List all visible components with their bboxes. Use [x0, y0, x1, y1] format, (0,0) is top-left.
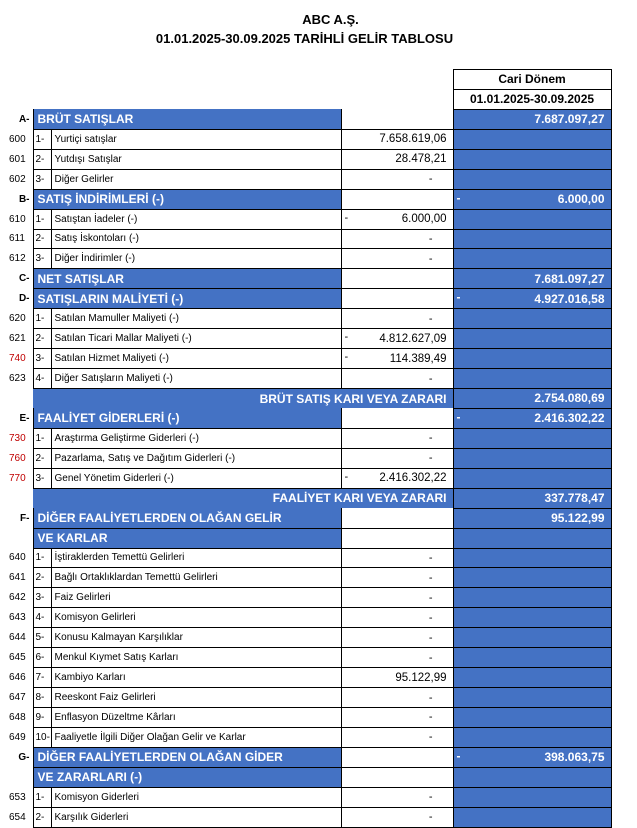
minus-sign: - [456, 409, 461, 424]
account-code: 612 [9, 253, 26, 265]
item-total-empty [453, 648, 611, 668]
account-code: 641 [9, 572, 26, 584]
item-number: 4- [33, 369, 51, 389]
section-letter: B- [18, 193, 30, 205]
statement-row [0, 428, 611, 448]
section-value: 398.063,75 [544, 750, 605, 765]
section-title: VE KARLAR [33, 528, 341, 548]
item-number: 2- [33, 568, 51, 588]
minus-sign: - [344, 211, 349, 224]
item-value-cell [341, 548, 453, 568]
item-total-empty [453, 668, 611, 688]
item-value: - [428, 432, 433, 445]
statement-row [0, 169, 611, 189]
section-value-cell [453, 109, 611, 129]
item-label: Reeskont Faiz Gelirleri [51, 688, 341, 708]
statement-row [0, 468, 611, 488]
item-total-empty [453, 309, 611, 329]
item-label: Yutdışı Satışlar [51, 149, 341, 169]
item-value: - [428, 611, 433, 624]
section-letter: E- [19, 412, 30, 424]
item-value-cell [341, 468, 453, 488]
period-header: 01.01.2025-30.09.2025 [453, 89, 611, 109]
statement-row [0, 668, 611, 688]
item-value: - [428, 691, 433, 704]
statement-row [0, 309, 611, 329]
item-number: 6- [33, 648, 51, 668]
item-number: 2- [33, 807, 51, 827]
account-code: 740 [9, 353, 26, 365]
section-value: 7.681.097,27 [534, 271, 605, 286]
section-value-cell [453, 528, 611, 548]
item-number: 1- [33, 428, 51, 448]
company-name: ABC A.Ş. [302, 12, 359, 27]
section-letter: D- [18, 293, 30, 305]
minus-sign: - [344, 470, 349, 483]
total-label: BRÜT SATIŞ KARI VEYA ZARARI [51, 389, 453, 409]
account-code: 653 [9, 791, 26, 803]
item-label: Enflasyon Düzeltme Kârları [51, 708, 341, 728]
section-detail-empty [341, 767, 453, 787]
item-value: - [428, 711, 433, 724]
item-label: Bağlı Ortaklıklardan Temettü Gelirleri [51, 568, 341, 588]
item-label: Diğer Gelirler [51, 169, 341, 189]
total-value: 337.778,47 [544, 491, 605, 506]
item-value: - [428, 651, 433, 664]
item-number: 8- [33, 688, 51, 708]
statement-row [0, 488, 611, 508]
statement-row [0, 747, 611, 767]
item-value-cell [341, 129, 453, 149]
account-code: 621 [9, 333, 26, 345]
item-value-cell [341, 149, 453, 169]
item-total-empty [453, 149, 611, 169]
statement-row [0, 229, 611, 249]
statement-row [0, 408, 611, 428]
item-total-empty [453, 588, 611, 608]
item-total-empty [453, 329, 611, 349]
item-label: Genel Yönetim Giderleri (-) [51, 468, 341, 488]
section-title: FAALİYET GİDERLERİ (-) [33, 408, 341, 428]
item-label: Satış İskontoları (-) [51, 229, 341, 249]
column-header: Cari Dönem [453, 70, 611, 90]
item-label: Komisyon Gelirleri [51, 608, 341, 628]
statement-row [0, 528, 611, 548]
item-value: 6.000,00 [401, 213, 447, 226]
statement-row [0, 568, 611, 588]
item-total-empty [453, 129, 611, 149]
item-total-empty [453, 608, 611, 628]
spacer [0, 488, 33, 508]
minus-sign: - [456, 290, 461, 305]
statement-row [0, 129, 611, 149]
item-value: 95.122,99 [395, 671, 447, 684]
item-total-empty [453, 229, 611, 249]
section-value-cell [453, 508, 611, 528]
item-total-empty [453, 169, 611, 189]
section-value-cell [453, 747, 611, 767]
item-value-cell [341, 608, 453, 628]
item-number: 9- [33, 708, 51, 728]
section-letter [0, 528, 33, 548]
section-letter: C- [18, 273, 30, 285]
item-label: Komisyon Giderleri [51, 787, 341, 807]
account-code: 611 [9, 233, 25, 245]
item-number: 1- [33, 309, 51, 329]
minus-sign: - [456, 748, 461, 763]
item-value-cell [341, 229, 453, 249]
statement-row [0, 269, 611, 289]
item-value: - [428, 312, 433, 325]
account-code: 645 [9, 652, 26, 664]
statement-row [0, 149, 611, 169]
item-number: 10- [33, 727, 51, 747]
section-value-cell [453, 767, 611, 787]
section-detail-empty [341, 508, 453, 528]
statement-row [0, 608, 611, 628]
statement-row [0, 109, 611, 129]
section-value-cell [453, 189, 611, 209]
item-value: - [428, 173, 433, 186]
section-letter [0, 767, 33, 787]
statement-row [0, 349, 611, 369]
item-number: 4- [33, 608, 51, 628]
item-label: Satılan Mamuller Maliyeti (-) [51, 309, 341, 329]
item-value-cell [341, 727, 453, 747]
item-total-empty [453, 468, 611, 488]
statement-row [0, 708, 611, 728]
total-value-cell [453, 488, 611, 508]
account-code: 601 [9, 153, 26, 165]
item-label: Konusu Kalmayan Karşılıklar [51, 628, 341, 648]
section-detail-empty [341, 269, 453, 289]
section-value-cell [453, 289, 611, 309]
account-code: 620 [9, 313, 26, 325]
account-code: 610 [9, 213, 26, 225]
section-detail-empty [341, 747, 453, 767]
section-title: BRÜT SATIŞLAR [33, 109, 341, 129]
statement-row [0, 389, 611, 409]
section-detail-empty [341, 109, 453, 129]
section-letter: A- [18, 113, 30, 125]
total-value: 2.754.080,69 [534, 391, 605, 406]
section-value: 95.122,99 [551, 511, 605, 526]
item-number: 1- [33, 209, 51, 229]
item-number: 3- [33, 169, 51, 189]
item-total-empty [453, 349, 611, 369]
section-value-cell [453, 408, 611, 428]
section-title: SATIŞ İNDİRİMLERİ (-) [33, 189, 341, 209]
item-label: Yurtiçi satışlar [51, 129, 341, 149]
section-value: 6.000,00 [557, 192, 605, 207]
statement-row [0, 767, 611, 787]
item-total-empty [453, 568, 611, 588]
statement-row [0, 727, 611, 747]
section-value: 2.416.302,22 [534, 411, 605, 426]
account-code: 602 [9, 173, 26, 185]
item-number: 2- [33, 329, 51, 349]
item-value: 114.389,49 [389, 352, 447, 365]
account-code: 770 [9, 472, 26, 484]
item-label: Faaliyetle İlgili Diğer Olağan Gelir ve Karlar [51, 727, 341, 747]
total-label: FAALİYET KARI VEYA ZARARI [51, 488, 453, 508]
account-code: 642 [9, 592, 26, 604]
statement-row [0, 648, 611, 668]
item-value: - [428, 551, 433, 564]
section-title: NET SATIŞLAR [33, 269, 341, 289]
statement-row [0, 289, 611, 309]
statement-row [0, 448, 611, 468]
item-value-cell [341, 309, 453, 329]
section-detail-empty [341, 289, 453, 309]
statement-row [0, 329, 611, 349]
item-label: İştiraklerden Temettü Gelirleri [51, 548, 341, 568]
item-value: - [428, 811, 433, 824]
section-detail-empty [341, 408, 453, 428]
account-code: 730 [9, 432, 26, 444]
item-total-empty [453, 708, 611, 728]
item-value: 28.478,21 [395, 153, 447, 166]
account-code: 623 [9, 373, 26, 385]
account-code: 600 [9, 133, 26, 145]
section-value: 7.687.097,27 [534, 112, 605, 127]
report-title: 01.01.2025-30.09.2025 TARİHLİ GELİR TABLOSU [155, 31, 454, 46]
item-value-cell [341, 249, 453, 269]
minus-sign: - [344, 351, 349, 364]
item-value: 7.658.619,06 [379, 133, 447, 146]
item-value: - [428, 232, 433, 245]
item-label: Satılan Ticari Mallar Maliyeti (-) [51, 329, 341, 349]
item-label: Satılan Hizmet Maliyeti (-) [51, 349, 341, 369]
total-bg [33, 488, 51, 508]
section-title: DİĞER FAALİYETLERDEN OLAĞAN GELİR [33, 508, 341, 528]
item-label: Araştırma Geliştirme Giderleri (-) [51, 428, 341, 448]
item-total-empty [453, 249, 611, 269]
item-number: 2- [33, 448, 51, 468]
statement-row [0, 369, 611, 389]
item-total-empty [453, 548, 611, 568]
item-value: - [428, 252, 433, 265]
statement-row [0, 787, 611, 807]
item-value-cell [341, 628, 453, 648]
account-code: 643 [9, 612, 26, 624]
account-code: 646 [9, 672, 26, 684]
section-detail-empty [341, 189, 453, 209]
account-code: 649 [9, 731, 26, 743]
item-total-empty [453, 787, 611, 807]
item-number: 2- [33, 229, 51, 249]
item-value: 4.812.627,09 [379, 332, 447, 345]
account-code: 654 [9, 811, 26, 823]
item-label: Pazarlama, Satış ve Dağıtım Giderleri (-) [51, 448, 341, 468]
total-bg [33, 389, 51, 409]
statement-row [0, 508, 611, 528]
item-number: 1- [33, 129, 51, 149]
statement-row [0, 548, 611, 568]
statement-row [0, 588, 611, 608]
item-value: 2.416.302,22 [379, 472, 447, 485]
section-title: SATIŞLARIN MALİYETİ (-) [33, 289, 341, 309]
item-value-cell [341, 169, 453, 189]
item-value-cell [341, 448, 453, 468]
item-number: 2- [33, 149, 51, 169]
item-value-cell [341, 209, 453, 229]
account-code: 760 [9, 452, 26, 464]
income-statement-table [0, 69, 612, 828]
item-label: Satıştan İadeler (-) [51, 209, 341, 229]
item-label: Menkul Kıymet Satış Karları [51, 648, 341, 668]
item-value-cell [341, 329, 453, 349]
section-letter: F- [20, 512, 30, 524]
item-number: 3- [33, 588, 51, 608]
statement-row [0, 189, 611, 209]
section-letter: G- [18, 751, 30, 763]
item-label: Karşılık Giderleri [51, 807, 341, 827]
item-total-empty [453, 807, 611, 827]
statement-row [0, 807, 611, 827]
item-value-cell [341, 648, 453, 668]
account-code: 648 [9, 711, 26, 723]
item-label: Diğer İndirimler (-) [51, 249, 341, 269]
item-value: - [428, 372, 433, 385]
item-total-empty [453, 428, 611, 448]
item-total-empty [453, 209, 611, 229]
item-value-cell [341, 807, 453, 827]
item-number: 5- [33, 628, 51, 648]
item-label: Kambiyo Karları [51, 668, 341, 688]
item-value: - [428, 571, 433, 584]
item-number: 1- [33, 787, 51, 807]
item-value-cell [341, 588, 453, 608]
item-value-cell [341, 568, 453, 588]
account-code: 640 [9, 552, 26, 564]
account-code: 647 [9, 692, 26, 704]
minus-sign: - [456, 190, 461, 205]
spacer [0, 389, 33, 409]
item-number: 3- [33, 249, 51, 269]
item-value: - [428, 452, 433, 465]
section-value: 4.927.016,58 [534, 291, 605, 306]
item-total-empty [453, 628, 611, 648]
item-total-empty [453, 727, 611, 747]
statement-row [0, 628, 611, 648]
statement-row [0, 249, 611, 269]
section-value-cell [453, 269, 611, 289]
minus-sign: - [344, 331, 349, 344]
item-value-cell [341, 428, 453, 448]
item-value-cell [341, 708, 453, 728]
item-value: - [428, 591, 433, 604]
item-label: Faiz Gelirleri [51, 588, 341, 608]
item-value: - [428, 631, 433, 644]
item-value-cell [341, 787, 453, 807]
statement-row [0, 209, 611, 229]
item-number: 3- [33, 349, 51, 369]
account-code: 644 [9, 632, 26, 644]
section-title: VE ZARARLARI (-) [33, 767, 341, 787]
item-total-empty [453, 448, 611, 468]
item-value: - [428, 791, 433, 804]
item-value: - [428, 731, 433, 744]
item-label: Diğer Satışların Maliyeti (-) [51, 369, 341, 389]
item-value-cell [341, 369, 453, 389]
item-number: 3- [33, 468, 51, 488]
item-number: 7- [33, 668, 51, 688]
section-title: DİĞER FAALİYETLERDEN OLAĞAN GİDER [33, 747, 341, 767]
section-detail-empty [341, 528, 453, 548]
item-number: 1- [33, 548, 51, 568]
item-total-empty [453, 688, 611, 708]
item-value-cell [341, 688, 453, 708]
item-value-cell [341, 349, 453, 369]
total-value-cell [453, 389, 611, 409]
item-total-empty [453, 369, 611, 389]
statement-row [0, 688, 611, 708]
item-value-cell [341, 668, 453, 688]
